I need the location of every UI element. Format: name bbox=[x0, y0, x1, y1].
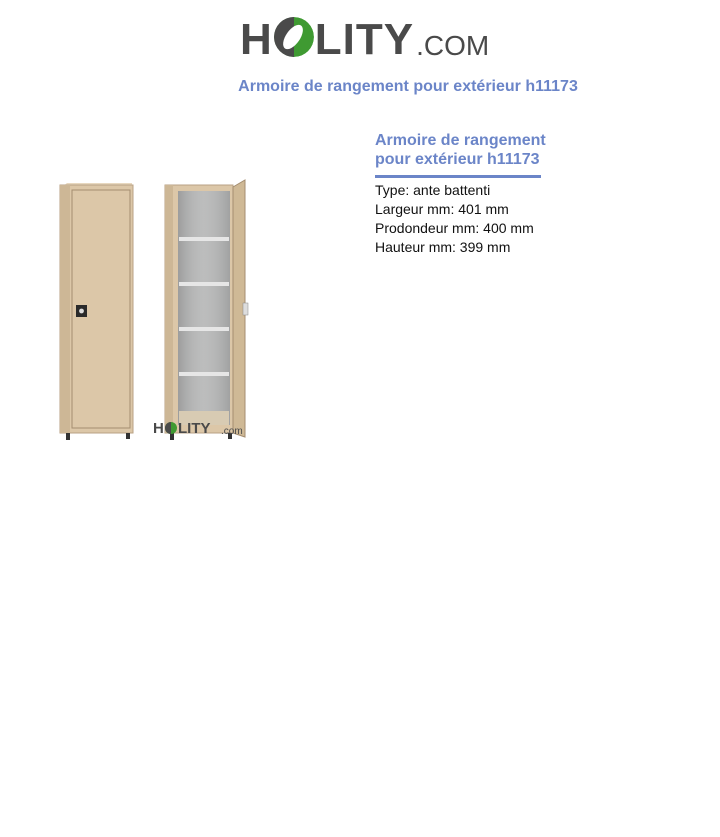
logo-o-mark bbox=[274, 17, 314, 57]
watermark-prefix: H bbox=[153, 420, 164, 437]
site-logo[interactable] bbox=[240, 12, 489, 68]
spec-width: Largeur mm: 401 mm bbox=[375, 201, 509, 217]
watermark-tld: .com bbox=[221, 426, 243, 437]
watermark-suffix: LITY bbox=[178, 420, 211, 437]
logo-text-prefix: H bbox=[240, 15, 273, 64]
closed-cabinet bbox=[60, 183, 133, 440]
title-divider bbox=[375, 175, 541, 178]
spec-type: Type: ante battenti bbox=[375, 182, 491, 198]
logo-tld: .COM bbox=[416, 30, 490, 61]
spec-height: Hauteur mm: 399 mm bbox=[375, 239, 511, 255]
product-title bbox=[375, 131, 575, 169]
logo-text-suffix: LITY bbox=[314, 15, 415, 64]
page-title: Armoire de rangement pour extérieur h11173 bbox=[238, 78, 578, 95]
product-title-line-2: pour extérieur h11173 bbox=[375, 151, 540, 168]
product-details bbox=[375, 131, 575, 257]
spec-depth: Prodondeur mm: 400 mm bbox=[375, 220, 534, 236]
open-cabinet bbox=[165, 180, 248, 440]
product-title-line-1: Armoire de rangement bbox=[375, 132, 546, 149]
product-image bbox=[50, 175, 260, 450]
